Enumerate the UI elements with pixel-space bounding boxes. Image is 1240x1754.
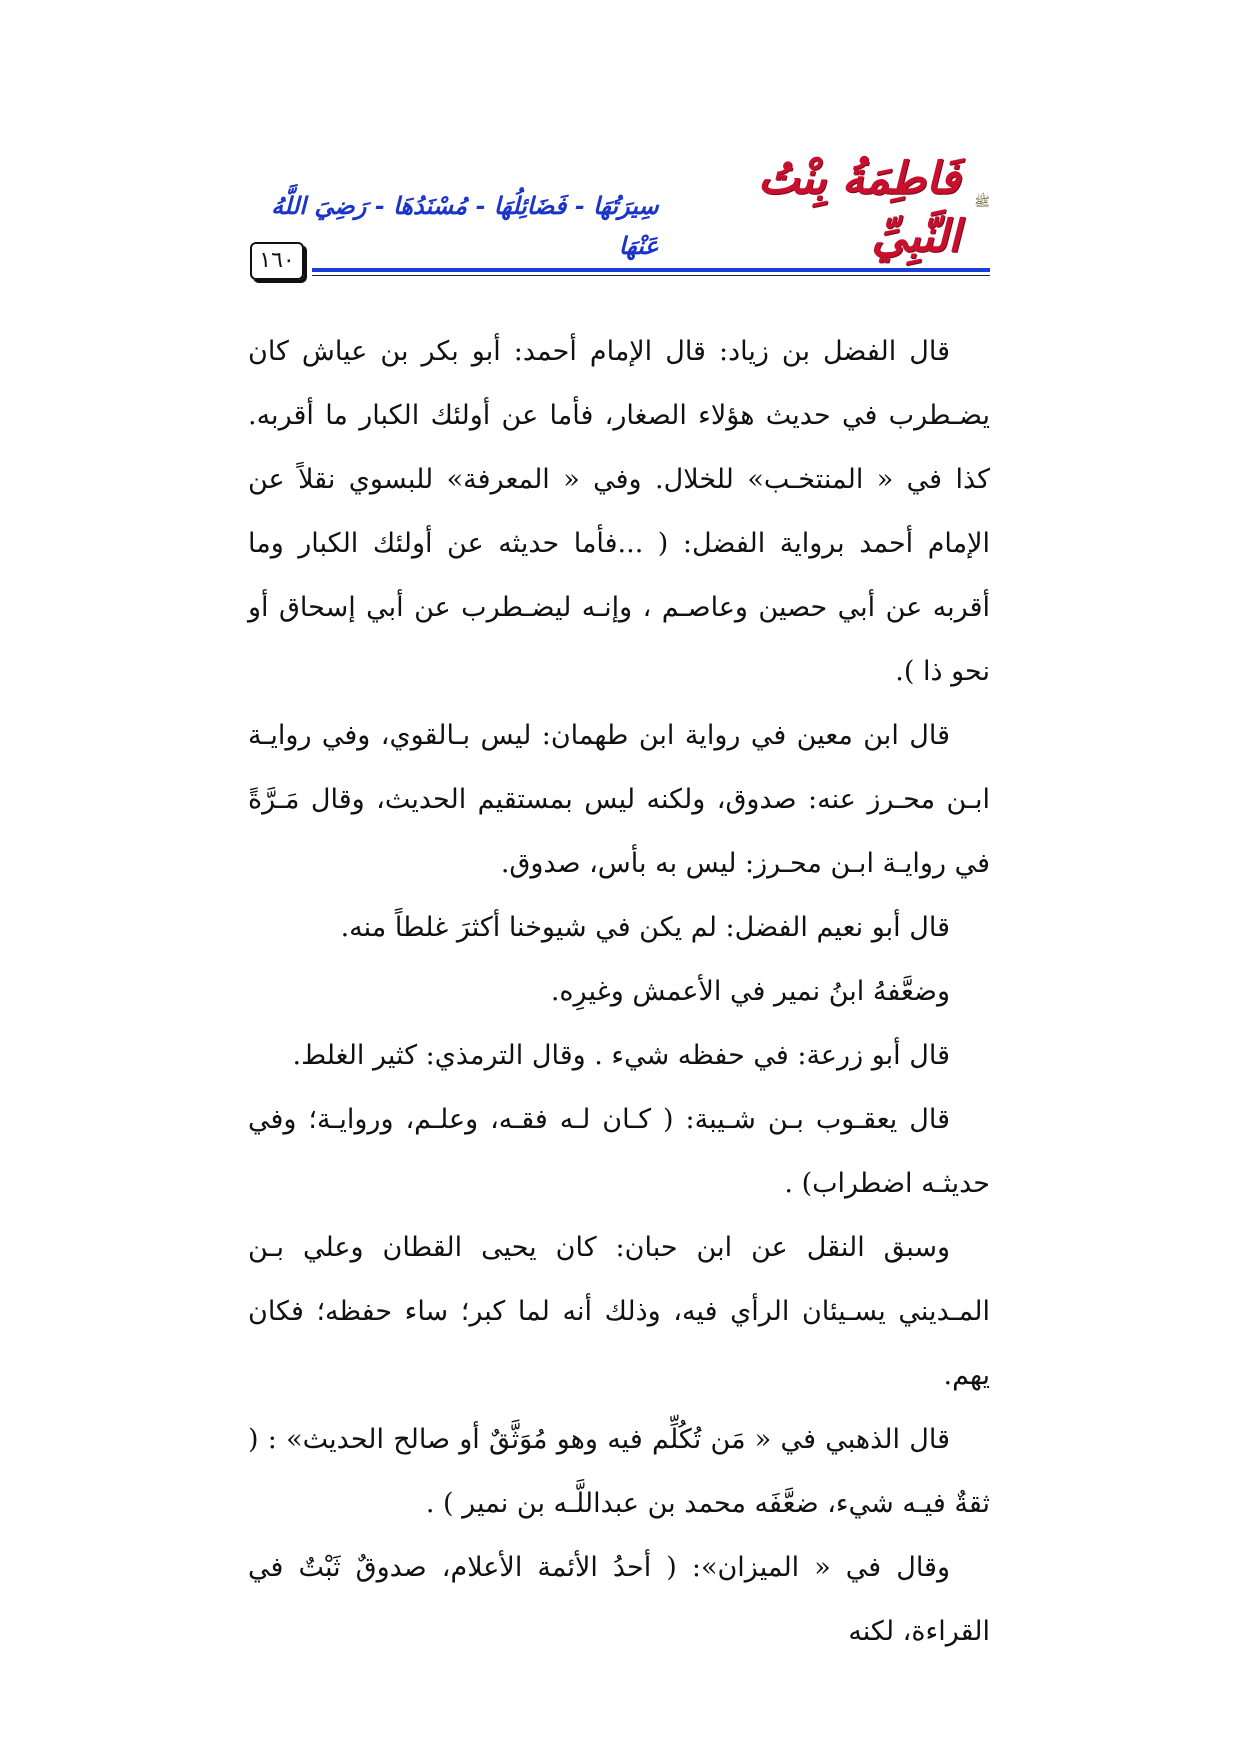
book-title: فَاطِمَةُ بِنْتُ النَّبِيِّ — [757, 153, 961, 262]
paragraph-8: قال الذهبي في « مَن تُكُلِّم فيه وهو مُوَثَّقٌ أو صالح الحديث» : ( ثقةٌ فيـه شيء، ضعَّفَه محمد بن عبداللَّـه بن نمير ) . — [248, 1424, 990, 1519]
page-body — [248, 320, 990, 1664]
paragraph-9: وقال في « الميزان»: ( أحدُ الأئمة الأعلام، صدوقٌ ثَبْتٌ في القراءة، لكنه — [248, 1552, 990, 1647]
paragraph-1: قال الفضل بن زياد: قال الإمام أحمد: أبو بكر بن عياش كان يضـطرب في حديث هؤلاء الصغار، فأما عن أولئك الكبار ما أقربه. كذا في « المنتخـب» للخلال. وفي « المعرفة» للبسوي نقلاً عن الإمام أحمد برواية الفضل: ( ...فأما حديثه عن أولئك الكبار وما أقربه عن أبي حصين وعاصـم ، وإنـه ليضـطرب عن أبي إسحاق أو نحو ذا ). — [248, 336, 990, 687]
title-honorific: ﷺ — [974, 195, 990, 210]
running-title — [250, 153, 990, 266]
paragraph-5: قال أبو زرعة: في حفظه شيء . وقال الترمذي: كثير الغلط. — [292, 1040, 950, 1071]
paragraph-2: قال ابن معين في رواية ابن طهمان: ليس بـالقوي، وفي روايـة ابـن محـرز عنه: صدوق، ولكنه ليس بمستقيم الحديث، وقال مَـرَّةً في روايـة ابـن محـرز: ليس به بأس، صدوق. — [248, 720, 990, 879]
header-rule-blue — [312, 268, 990, 272]
paragraph-4: وضعَّفهُ ابنُ نمير في الأعمش وغيرِه. — [550, 976, 950, 1007]
paragraph-7: وسبق النقل عن ابن حبان: كان يحيى القطان وعلي بـن المـديني يسـيئان الرأي فيه، وذلك أنه لما كبر؛ ساء حفظه؛ فكان يهم. — [248, 1232, 990, 1391]
page-header — [250, 153, 990, 280]
header-rule-thin — [312, 275, 990, 276]
paragraph-6: قال يعقـوب بـن شـيبة: ( كـان لـه فقـه، وعلـم، وروايـة؛ وفي حديثـه اضطراب) . — [248, 1104, 990, 1199]
paragraph-3: قال أبو نعيم الفضل: لم يكن في شيوخنا أكثرَ غلطاً منه. — [340, 912, 950, 943]
page-number: ١٦٠ — [250, 242, 304, 280]
book-subtitle: سِيرَتُهَا - فَضَائِلُهَا - مُسْنَدُهَا - رَضِيَ اللَّهُ عَنْهَا — [271, 191, 659, 260]
